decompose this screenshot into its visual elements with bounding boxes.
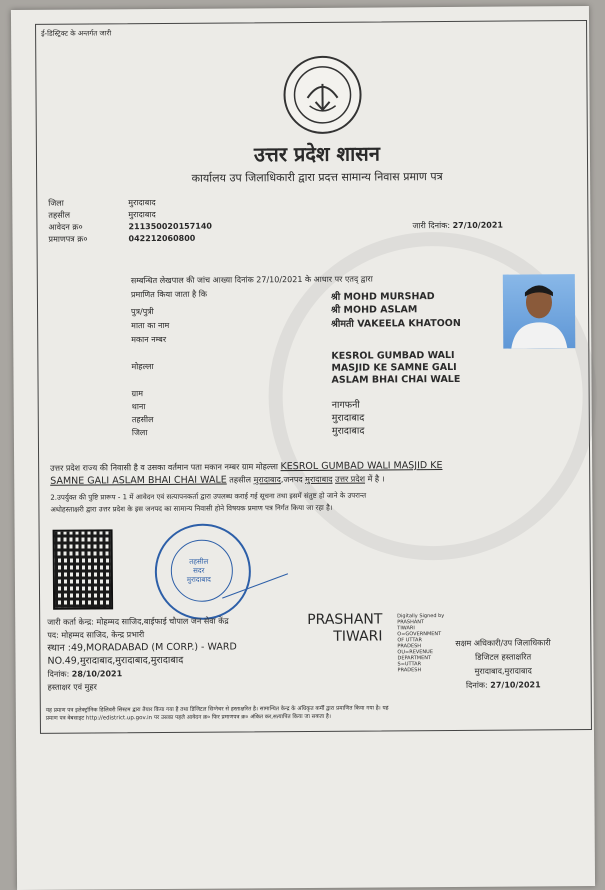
- meta-row: प्रमाणपत्र क्र० 042212060800: [48, 233, 196, 244]
- meta-row: तहसील मुरादाबाद: [48, 210, 156, 220]
- residence-statement: उत्तर प्रदेश राज्य की निवासी है व उसका वर्तमान पता मकान नम्बर ग्राम मोहल्ला KESROL GUMBAD WALI MASJID KE SAMNE GALI ASLAM BHAI CHAI WALE तहसील मुरादाबाद,जनपद मुरादाबाद उत्तर प्रदेश में है ।: [50, 460, 443, 487]
- certified-text: प्रमाणित किया जाता है कि: [130, 289, 207, 300]
- certificate-paper: [11, 6, 595, 890]
- address-fields: ग्राम थाना नागफनी तहसील मुरादाबाद जिला मुरादाबाद: [131, 389, 365, 438]
- parent-fields: पुत्र/पुत्री श्री MOHD ASLAM माता का नाम श्रीमती VAKEELA KHATOON मकान नम्बर: [131, 304, 461, 345]
- verification-statement: 2.उपर्युक्त की पुष्टि प्रारूप - 1 में आवेदन एवं सत्यापनकर्ता द्वारा उपलब्ध कराई गई सूचना तथा इसमें संतुष्ट हो जाने के उपरान्त अधोहस्ताक्षरी द्वारा उत्तर प्रदेश के इस जनपद का सामान्य निवासी होने विषयक प्रमाण पत्र निर्गत किया जा रहा है।: [50, 491, 367, 514]
- qr-code-icon: [53, 529, 114, 609]
- meta-block: [48, 197, 212, 246]
- authority-block: सक्षम अधिकारी/उप जिलाधिकारी डिजिटल हस्ताक्षरित मुरादाबाद,मुरादाबाद दिनांक: 27/10/2021: [455, 638, 551, 690]
- signer-name: PRASHANT TIWARI: [307, 611, 383, 645]
- digital-signature-info: Digitally Signed by PRASHANT TIWARI O=GOVERNMENT OF UTTAR PRADESH OU=REVENUE DEPARTMENT S=UTTAR PRADESH: [397, 613, 445, 674]
- applicant-photo: [503, 274, 576, 349]
- mohalla-value: KESROL GUMBAD WALI MASJID KE SAMNE GALI ASLAM BHAI CHAI WALE: [331, 349, 461, 386]
- top-note: ई-डिस्ट्रिक्ट के अन्तर्गत जारी: [41, 29, 112, 38]
- footer-note: यह प्रमाण पत्र इलेक्ट्रॉनिक डिलिवरी सिस्टम द्वारा तैयार किया गया है तथा डिजिटल सिग्नेचर से हस्ताक्षरित है। सामान्यित केन्द्र के अधिकृत कर्मी द्वारा प्रमाणित किया गया है। यह प्रमाण पत्र वेबसाइट http://edistrict.up.gov.in पर उसका पहले आवेदन क्र० फिर प्रमाणपत्र क्र० अंकित कर,सत्यापित किया जा सकता है।: [45, 705, 389, 722]
- certificate-subtitle: कार्यालय उप जिलाधिकारी द्वारा प्रदत्त सामान्य निवास प्रमाण पत्र: [191, 170, 443, 185]
- meta-row: जिला मुरादाबाद: [48, 198, 156, 208]
- mohalla-label: मोहल्ला: [131, 362, 154, 372]
- intro-text: सम्बन्धित लेखपाल की जांच आख्या दिनांक 27/10/2021 के आधार पर एतद् द्वारा: [130, 274, 373, 286]
- stamp-text: तहसील सदर मुरादाबाद: [186, 557, 211, 584]
- issuer-block: जारी कर्ता केन्द्र: मोहम्मद साजिद,बाईफाई चौपाल जन सेवा केंद्र पद: मोहम्मद साजिद, केन्द्र प्रभारी स्थान :49,MORADABAD (M CORP.) - WARD NO.49,मुरादाबाद,मुरादाबाद,मुरादाबाद दिनांक: 28/10/2021 हस्ताक्षर एवं मुहर: [47, 616, 237, 692]
- meta-row: आवेदन क्र० 211350020157140: [48, 221, 212, 232]
- issue-date: जारी दिनांक: 27/10/2021: [412, 220, 503, 231]
- applicant-name: श्री MOHD MURSHAD: [330, 291, 435, 303]
- page-title: उत्तर प्रदेश शासन: [253, 141, 380, 167]
- up-emblem-icon: [283, 56, 362, 135]
